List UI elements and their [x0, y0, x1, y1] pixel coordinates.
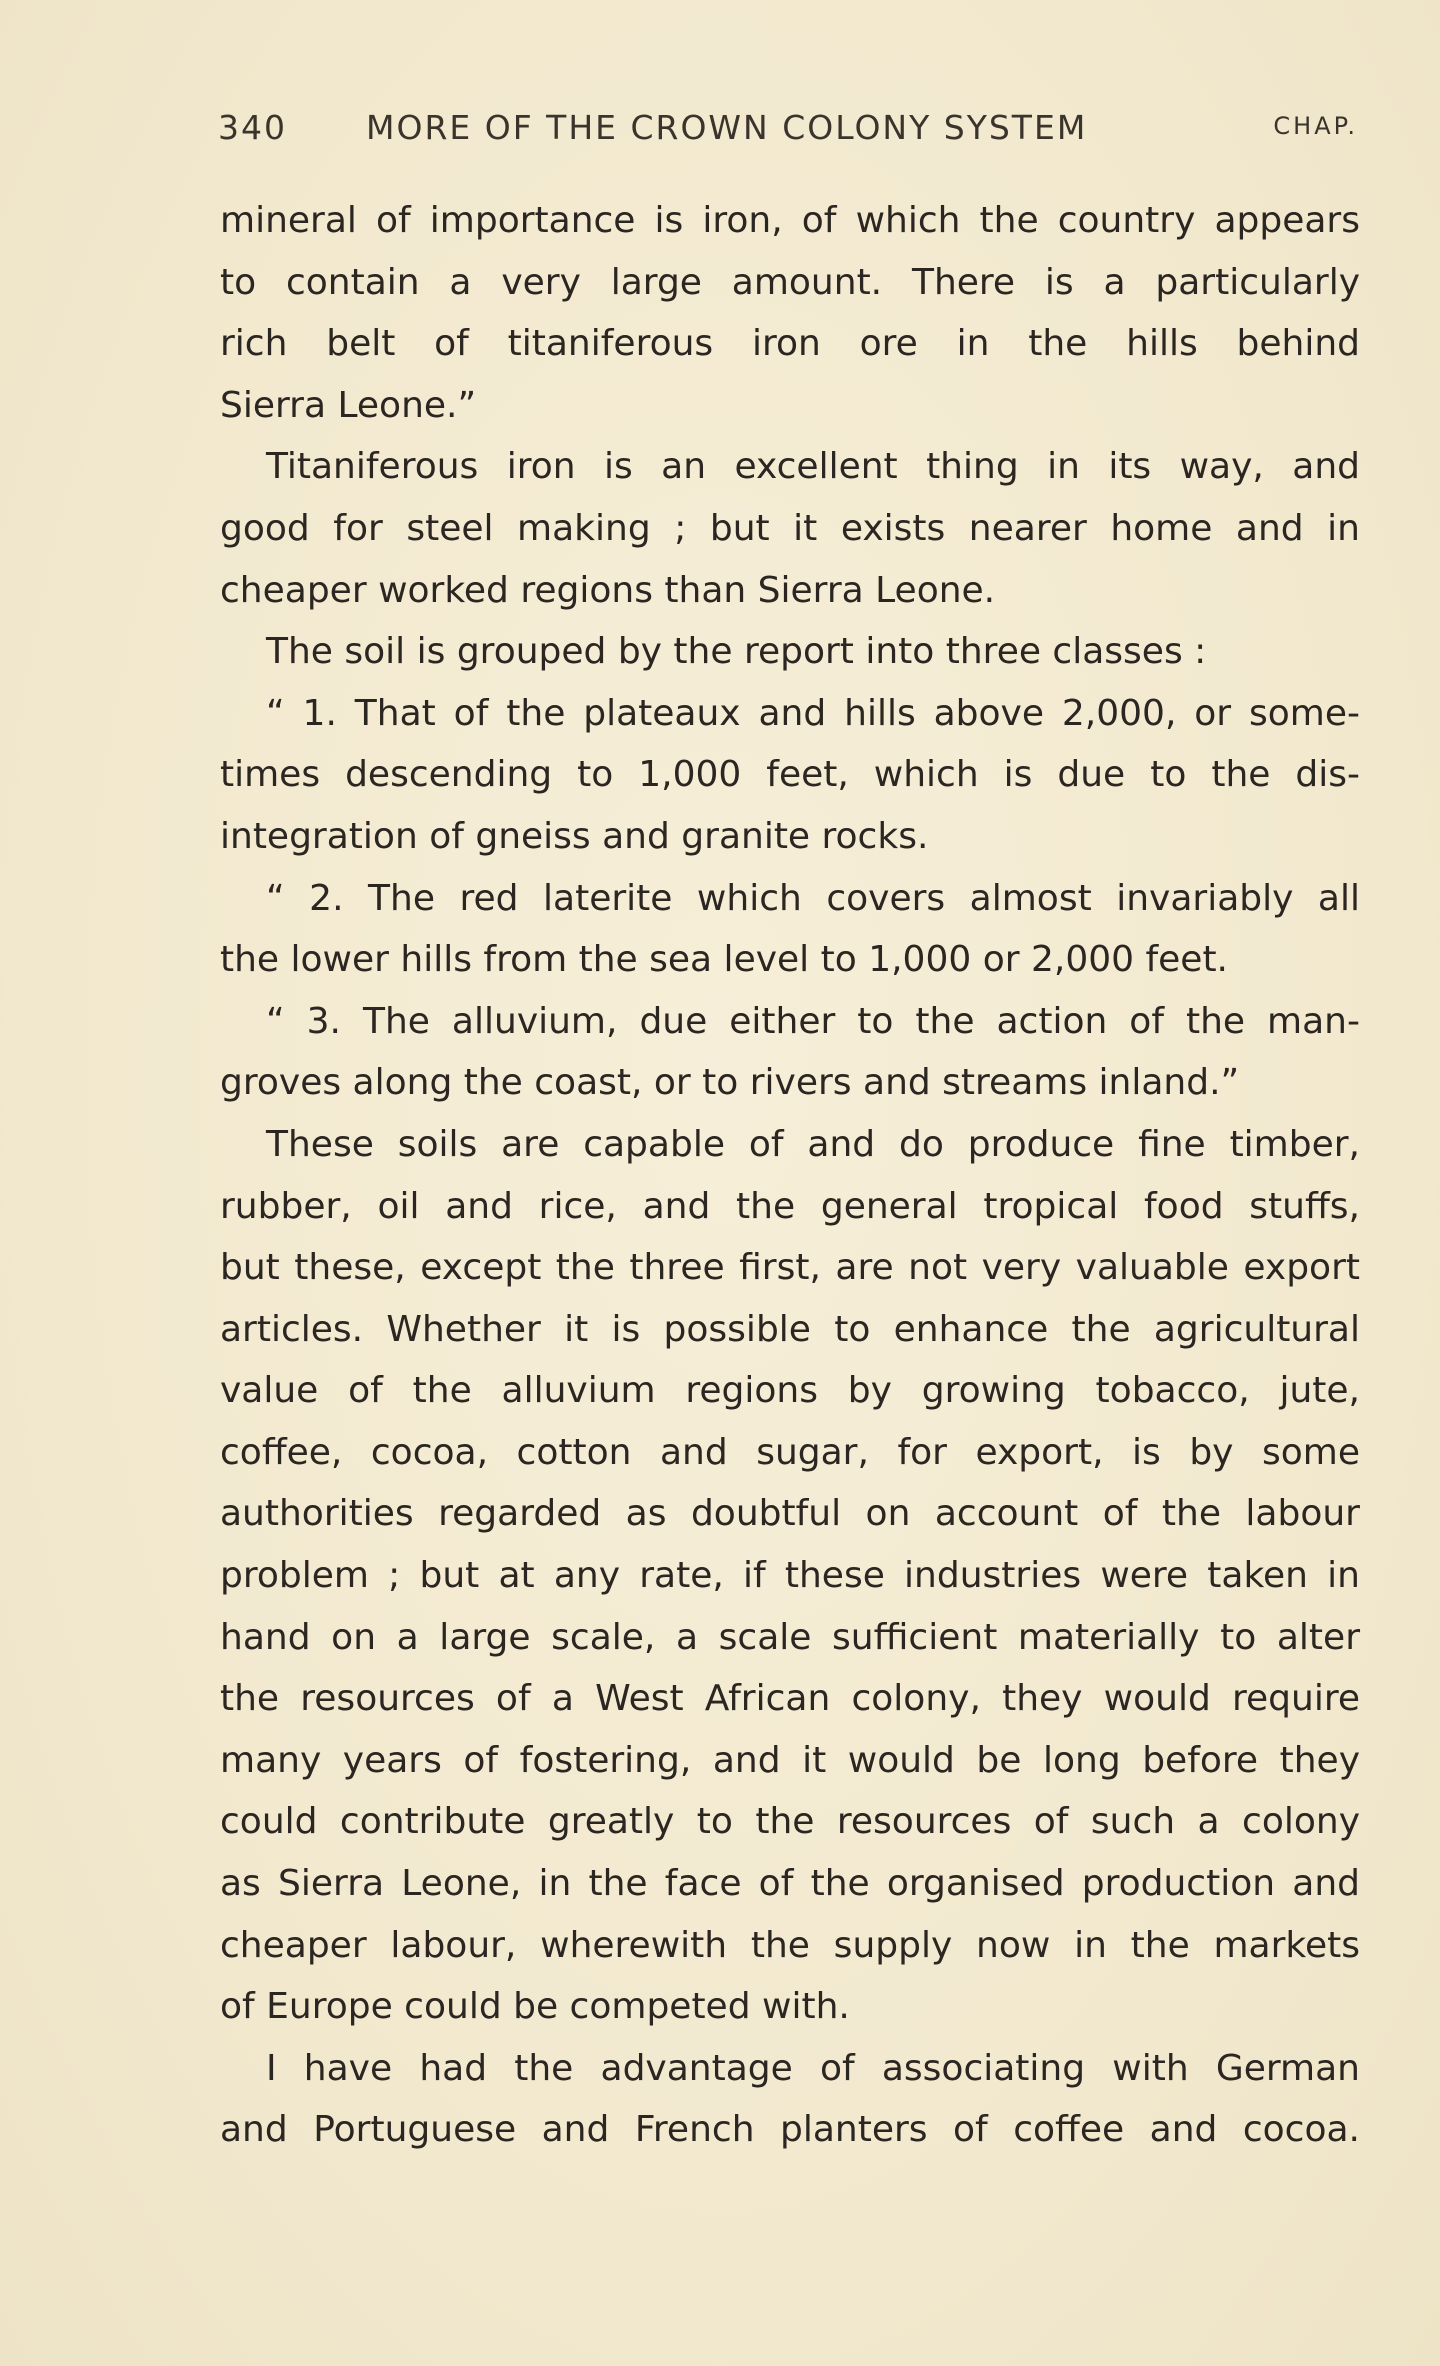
text-line: rubber, oil and rice, and the general tropical food stuffs, [220, 1185, 1360, 1227]
text-line: the resources of a West African colony, they would require [220, 1678, 1360, 1720]
text-line: I have had the advantage of associating with German [266, 2047, 1360, 2089]
text-line: cheaper worked regions than Sierra Leone. [220, 569, 996, 611]
chapter-marker: CHAP. [1273, 112, 1358, 140]
text-line: the lower hills from the sea level to 1,000 or 2,000 feet. [220, 939, 1228, 981]
text-line: many years of fostering, and it would be long before they [220, 1739, 1360, 1781]
text-line: times descending to 1,000 feet, which is due to the dis- [220, 754, 1360, 796]
text-line: The soil is grouped by the report into three classes : [266, 631, 1207, 673]
text-line: good for steel making ; but it exists nearer home and in [220, 507, 1360, 549]
text-line: rich belt of titaniferous iron ore in the hills behind [220, 323, 1360, 365]
text-line: These soils are capable of and do produce fine timber, [266, 1123, 1360, 1165]
text-line: “ 1. That of the plateaux and hills above 2,000, or some- [266, 692, 1360, 734]
running-title: MORE OF THE CROWN COLONY SYSTEM [366, 108, 1088, 147]
text-line: Sierra Leone.” [220, 384, 477, 426]
text-line: Titaniferous iron is an excellent thing in its way, and [266, 446, 1360, 488]
text-line: as Sierra Leone, in the face of the organised production and [220, 1863, 1360, 1905]
text-line: integration of gneiss and granite rocks. [220, 815, 929, 857]
text-line: but these, except the three first, are not very valuable export [220, 1247, 1360, 1289]
text-line: value of the alluvium regions by growing tobacco, jute, [220, 1370, 1360, 1412]
text-line: could contribute greatly to the resources of such a colony [220, 1801, 1360, 1843]
text-line: problem ; but at any rate, if these industries were taken in [220, 1555, 1360, 1597]
text-line: mineral of importance is iron, of which the country appears [220, 200, 1360, 241]
text-line: “ 2. The red laterite which covers almost invariably all [266, 877, 1360, 919]
text-line: authorities regarded as doubtful on account of the labour [220, 1493, 1360, 1535]
text-line: and Portuguese and French planters of coffee and cocoa. [220, 2109, 1360, 2151]
text-line: “ 3. The alluvium, due either to the action of the man- [266, 1000, 1360, 1042]
running-head [218, 108, 1358, 152]
page-number: 340 [218, 108, 287, 147]
text-line: coffee, cocoa, cotton and sugar, for export, is by some [220, 1431, 1360, 1473]
text-line: of Europe could be competed with. [220, 1986, 850, 2028]
text-line: hand on a large scale, a scale sufficient materially to alter [220, 1616, 1360, 1658]
body-text [220, 190, 1360, 2161]
text-line: cheaper labour, wherewith the supply now in the markets [220, 1924, 1360, 1966]
text-line: articles. Whether it is possible to enhance the agricultural [220, 1308, 1360, 1350]
text-line: groves along the coast, or to rivers and streams inland.” [220, 1062, 1240, 1104]
text-line: to contain a very large amount. There is a particularly [220, 261, 1360, 303]
